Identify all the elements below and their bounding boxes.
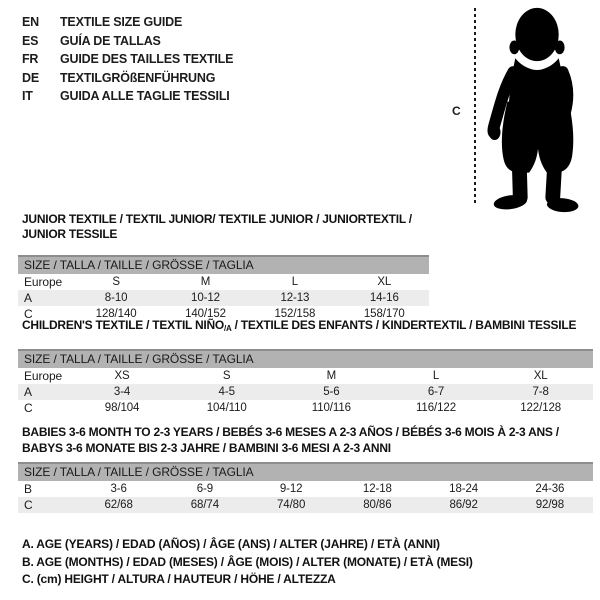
size-cell: 9-12 (279, 483, 303, 495)
size-cell: 86/92 (449, 499, 478, 511)
size-cell: 24-36 (535, 483, 565, 495)
row-label: A (24, 385, 32, 399)
lang-code: FR (22, 52, 39, 66)
size-cell: 3-4 (113, 386, 131, 398)
children-section-title (18, 318, 593, 336)
row-label: Europe (24, 275, 63, 289)
size-cell: 74/80 (276, 499, 306, 511)
size-cell: 14-16 (369, 292, 399, 304)
row-label: C (24, 401, 33, 415)
size-cell: 5-6 (323, 386, 340, 398)
size-cell: 12-18 (362, 483, 392, 495)
size-cell: 10-12 (191, 292, 220, 304)
language-header (22, 13, 233, 106)
lang-code: IT (22, 89, 33, 103)
children-title-sub: /A (223, 324, 232, 333)
size-cell: XL (377, 276, 392, 288)
babies-title-line1: BABIES 3-6 MONTH TO 2-3 YEARS / BEBÉS 3-6 MESES A 2-3 AÑOS / BÉBÉS 3-6 MOIS À 2-3 ANS / (22, 425, 559, 439)
children-title-post: / TEXTILE DES ENFANTS / KINDERTEXTIL / BAMBINI TESSILE (231, 318, 577, 332)
lang-code: EN (22, 15, 39, 29)
size-cell: 68/74 (190, 499, 220, 511)
size-cell: 18-24 (449, 483, 479, 495)
junior-section (18, 212, 429, 322)
size-cell: 80/86 (363, 499, 392, 511)
size-cell: 140/152 (185, 308, 226, 320)
size-cell: 110/116 (311, 402, 351, 414)
table-row-height (18, 497, 593, 513)
size-cell: 122/128 (520, 402, 562, 414)
table-row-europe (18, 368, 593, 384)
toddler-silhouette-icon (483, 3, 593, 215)
size-cell: 152/158 (274, 308, 316, 320)
lang-row-en (22, 13, 233, 32)
table-row-age (18, 290, 429, 306)
size-cell: 116/122 (415, 402, 456, 414)
size-cell: 104/110 (206, 402, 247, 414)
children-title-pre: CHILDREN'S TEXTILE / TEXTIL NIÑO (22, 318, 224, 332)
size-cell: M (200, 276, 211, 288)
height-measure-dotted-line (474, 8, 476, 206)
row-label: A (24, 291, 32, 305)
table-row-europe (18, 274, 429, 290)
lang-label: TEXTILE SIZE GUIDE (60, 15, 183, 29)
size-cell: 128/140 (95, 308, 137, 320)
size-cell: 6-9 (196, 483, 214, 495)
legend-line-c: C. (cm) HEIGHT / ALTURA / HAUTEUR / HÖHE / ALTEZZA (22, 572, 336, 586)
row-label: C (24, 307, 33, 321)
babies-section (18, 424, 593, 513)
size-cell: 7-8 (532, 386, 549, 398)
legend-line-b: B. AGE (MONTHS) / EDAD (MESES) / ÂGE (MOIS) / ALTER (MONATE) / ETÀ (MESI) (22, 554, 473, 569)
table-row-height (18, 400, 593, 416)
lang-row-de (22, 69, 233, 88)
size-cell: S (222, 370, 231, 382)
size-cell: 158/170 (363, 308, 405, 320)
lang-row-fr (22, 50, 233, 69)
size-cell: L (432, 370, 440, 382)
size-cell: 8-10 (104, 292, 128, 304)
babies-size-table (18, 462, 593, 513)
junior-size-table (18, 255, 429, 322)
children-section (18, 318, 593, 416)
babies-section-title (18, 424, 593, 456)
table-row-months (18, 481, 593, 497)
size-header-bar: SIZE / TALLA / TAILLE / GRÖSSE / TAGLIA (18, 256, 429, 274)
height-measure-label: C (452, 104, 461, 118)
size-cell: 6-7 (427, 386, 445, 398)
legend (22, 536, 473, 589)
row-label: C (24, 498, 33, 512)
legend-line-a: A. AGE (YEARS) / EDAD (AÑOS) / ÂGE (ANS) / ALTER (JAHRE) / ETÀ (ANNI) (22, 537, 440, 551)
children-size-table (18, 349, 593, 416)
row-label: B (24, 482, 32, 496)
lang-code: DE (22, 70, 39, 85)
size-cell: 4-5 (218, 386, 235, 398)
babies-title-line2: BABYS 3-6 MONATE BIS 2-3 JAHRE / BAMBINI 3-6 MESI A 2-3 ANNI (22, 441, 391, 455)
size-cell: S (112, 276, 120, 288)
size-cell: M (326, 370, 337, 382)
size-cell: 92/98 (535, 499, 565, 511)
lang-row-it (22, 87, 233, 106)
table-row-age (18, 384, 593, 400)
size-cell: L (291, 276, 299, 288)
lang-code: ES (22, 33, 39, 48)
lang-row-es (22, 32, 233, 51)
size-cell: XS (114, 370, 130, 382)
size-header-bar: SIZE / TALLA / TAILLE / GRÖSSE / TAGLIA (18, 350, 593, 368)
row-label: Europe (24, 369, 63, 383)
size-cell: XL (533, 370, 548, 382)
lang-label: GUÍA DE TALLAS (60, 33, 161, 48)
size-header-bar: SIZE / TALLA / TAILLE / GRÖSSE / TAGLIA (18, 463, 593, 481)
size-cell: 62/68 (104, 499, 133, 511)
lang-label: TEXTILGRÖßENFÜHRUNG (60, 70, 216, 85)
lang-label: GUIDE DES TAILLES TEXTILE (60, 52, 234, 66)
size-cell: 12-13 (280, 292, 310, 304)
junior-section-title: JUNIOR TEXTILE / TEXTIL JUNIOR/ TEXTILE JUNIOR / JUNIORTEXTIL / JUNIOR TESSILE (22, 212, 412, 241)
size-cell: 3-6 (110, 483, 127, 495)
size-cell: 98/104 (104, 402, 140, 414)
lang-label: GUIDA ALLE TAGLIE TESSILI (60, 89, 230, 103)
